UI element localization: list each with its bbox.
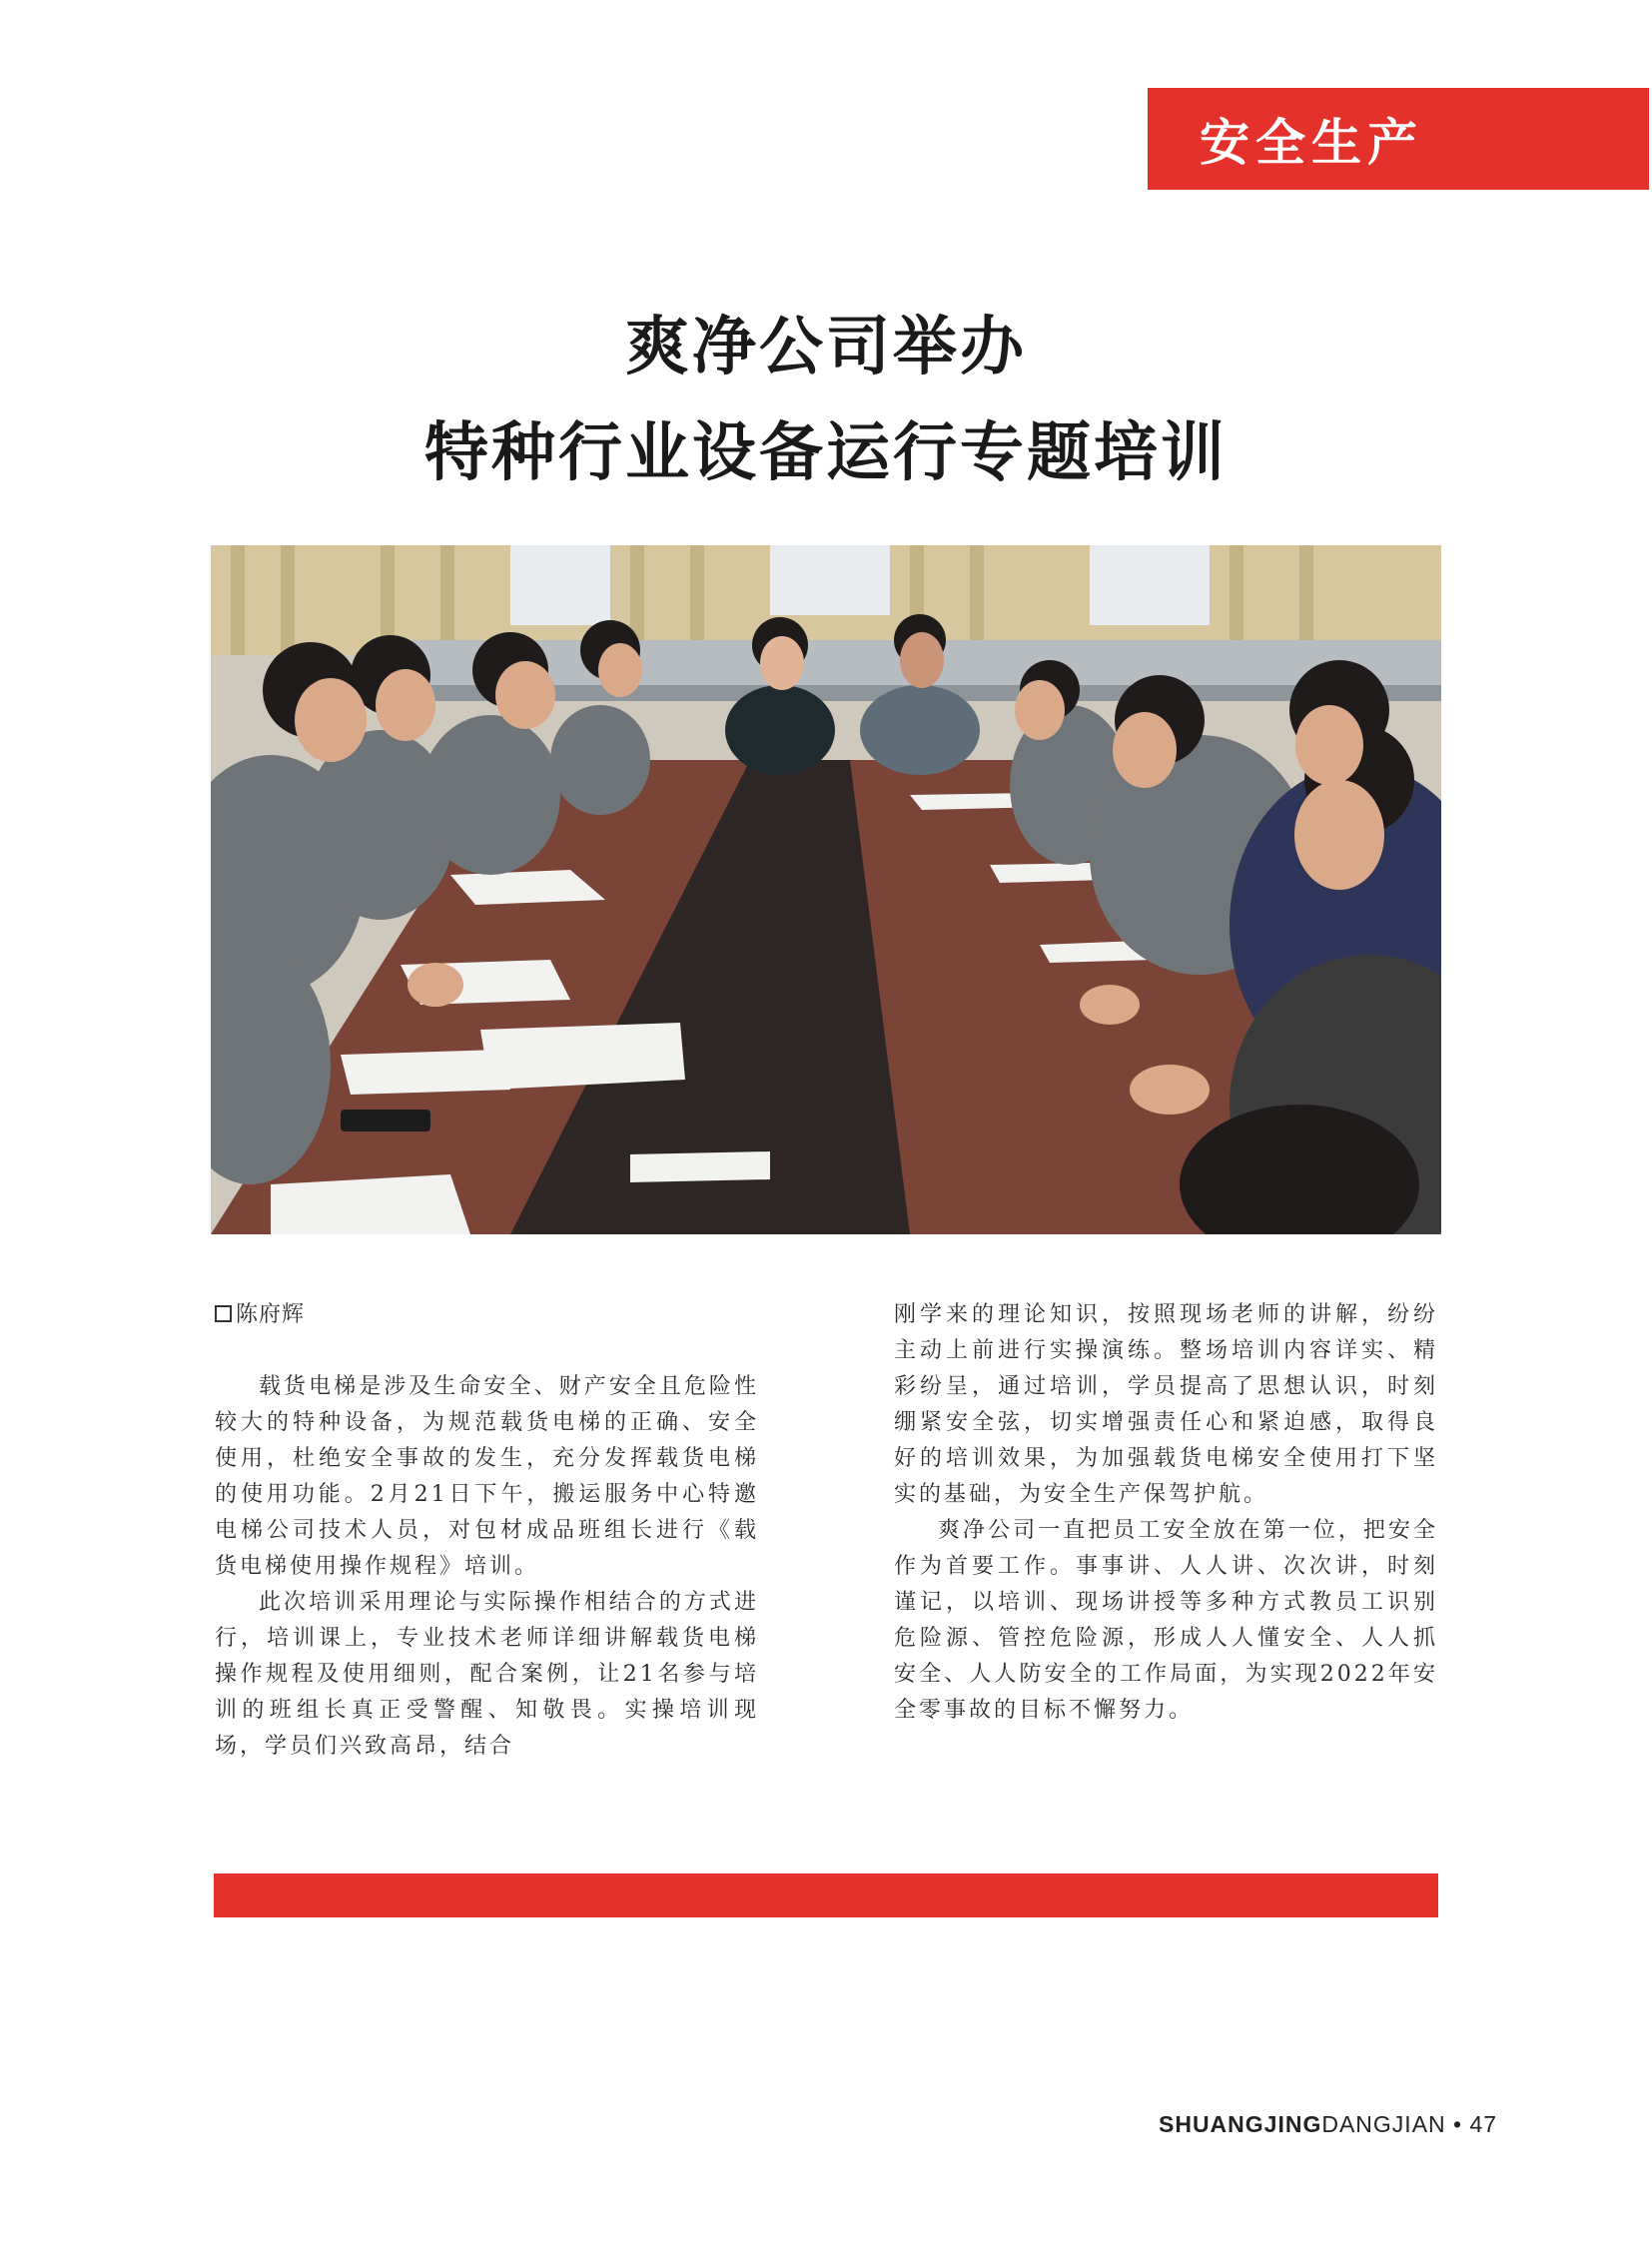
column-right <box>894 1297 1438 1729</box>
author-box-icon <box>215 1305 232 1322</box>
section-tag: 安全生产 <box>1148 88 1649 190</box>
footer-brand-light: DANGJIAN <box>1321 2111 1446 2137</box>
title-line-2: 特种行业设备运行专题培训 <box>424 415 1228 490</box>
column-left <box>215 1297 759 1765</box>
paragraph-2: 此次培训采用理论与实际操作相结合的方式进行，培训课上，专业技术老师详细讲解载货电梯操作规程及使用细则，配合案例，让21名参与培训的班组长真正受警醒、知敬畏。实操培训现场，学员们兴致高昂，结合 <box>215 1590 759 1759</box>
paragraph-1: 载货电梯是涉及生命安全、财产安全且危险性较大的特种设备，为规范载货电梯的正确、安全使用，杜绝安全事故的发生，充分发挥载货电梯的使用功能。2月21日下午，搬运服务中心特邀电梯公司技术人员，对包材成品班组长进行《载货电梯使用操作规程》培训。 <box>215 1374 759 1579</box>
meeting-photo <box>211 545 1441 1234</box>
page-footer <box>1159 2111 1497 2138</box>
paragraph-2-continued: 刚学来的理论知识，按照现场老师的讲解，纷纷主动上前进行实操演练。整场培训内容详实、精彩纷呈，通过培训，学员提高了思想认识，时刻绷紧安全弦，切实增强责任心和紧迫感，取得良好的培训效果，为加强载货电梯安全使用打下坚实的基础，为安全生产保驾护航。 <box>894 1302 1438 1507</box>
footer-brand-bold: SHUANGJING <box>1159 2111 1322 2137</box>
author-name: 陈府辉 <box>236 1302 306 1327</box>
paragraph-3: 爽净公司一直把员工安全放在第一位，把安全作为首要工作。事事讲、人人讲、次次讲，时刻谨记，以培训、现场讲授等多种方式教员工识别危险源、管控危险源，形成人人懂安全、人人抓安全、人人防安全的工作局面，为实现2022年安全零事故的目标不懈努力。 <box>894 1518 1438 1723</box>
meeting-photo-illustration <box>211 545 1441 1234</box>
page-number: 47 <box>1469 2111 1498 2137</box>
title-line-1: 爽净公司举办 <box>625 310 1027 384</box>
decorative-red-bar <box>214 1874 1438 1917</box>
author-line <box>215 1297 759 1333</box>
article-title <box>0 295 1652 506</box>
footer-separator: • <box>1453 2111 1463 2137</box>
